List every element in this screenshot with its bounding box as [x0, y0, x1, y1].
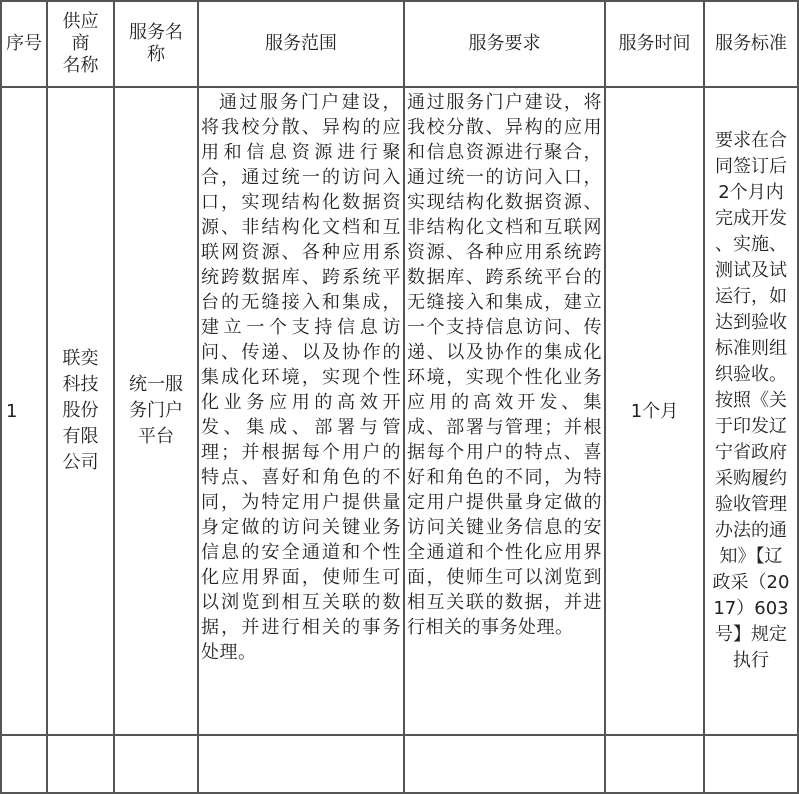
row1-service-name-value: 统一服 务门户 平台: [129, 374, 183, 447]
header-supplier: [46, 0, 115, 88]
row1-standard: [703, 86, 799, 736]
row2-supplier: [46, 734, 115, 794]
row1-standard-text: 要求在合 同签订后 2个月内 完成开发 、实施、 测试及试 运行，如 达到验收 标准则组 织验收。 按照《关 于印发辽 宁省政府 采购履约 验收管理 办法的通 知》【辽 政采（20 17）603 号】规定 执行: [712, 130, 790, 671]
row2-requirement: [403, 734, 606, 794]
header-supplier-label: 供应 商 名称: [62, 11, 99, 76]
header-standard-label: 服务标准: [715, 33, 787, 54]
header-scope-label: 服务范围: [265, 33, 337, 54]
row2-time: [604, 734, 705, 794]
header-time-label: 服务时间: [618, 33, 691, 54]
header-requirement: [403, 0, 606, 88]
header-time: [604, 0, 705, 88]
row1-service-name: [113, 86, 199, 736]
row1-requirement: [403, 86, 606, 736]
row1-scope-text: 通过服务门户建设，将我校分散、异构的应用和信息资源进行聚合，通过统一的访问入口，实现结构化数据资源、非结构化文档和互联网资源、各种应用系统跨数据库、跨系统平台的无缝接入和集成，建立一个支持信息访问、传递、以及协作的集成化环境，实现个性化业务应用的高效开发、集成、部署与管理；并根据每个用户的特点、喜好和角色的不同，为特定用户提供量身定做的访问关键业务信息的安全通道和个性化应用界面，使师生可以浏览到相互关联的数据，并进行相关的事务处理。: [201, 92, 401, 663]
header-service-name-label: 服务名 称: [129, 22, 183, 65]
header-service-name: [113, 0, 199, 88]
header-seq: [0, 0, 48, 88]
row1-supplier-value: 联奕 科技 股份 有限 公司: [62, 348, 99, 473]
row1-time-value: 1个月: [630, 400, 679, 422]
row2-seq: [0, 734, 48, 794]
header-scope: [197, 0, 405, 88]
header-seq-label: 序号: [6, 33, 42, 54]
row2-scope: [197, 734, 405, 794]
row2-standard: [703, 734, 799, 794]
row1-seq-value: 1: [6, 400, 18, 422]
row1-scope: [197, 86, 405, 736]
row1-supplier: [46, 86, 115, 736]
row1-requirement-text: 通过服务门户建设，将我校分散、异构的应用和信息资源进行聚合，通过统一的访问入口，实现结构化数据资源、非结构化文档和互联网资源、各种应用系统跨数据库、跨系统平台的无缝接入和集成，建立一个支持信息访问、传递、以及协作的集成化环境，实现个性化业务应用的高效开发、集成、部署与管理；并根据每个用户的特点、喜好和角色的不同，为特定用户提供量身定做的访问关键业务信息的安全通道和个性化应用界面，使师生可以浏览到相互关联的数据，并进行相关的事务处理。: [407, 92, 602, 638]
header-standard: [703, 0, 799, 88]
row1-time: [604, 86, 705, 736]
header-requirement-label: 服务要求: [468, 33, 541, 54]
row2-service-name: [113, 734, 199, 794]
row1-seq: [0, 86, 48, 736]
